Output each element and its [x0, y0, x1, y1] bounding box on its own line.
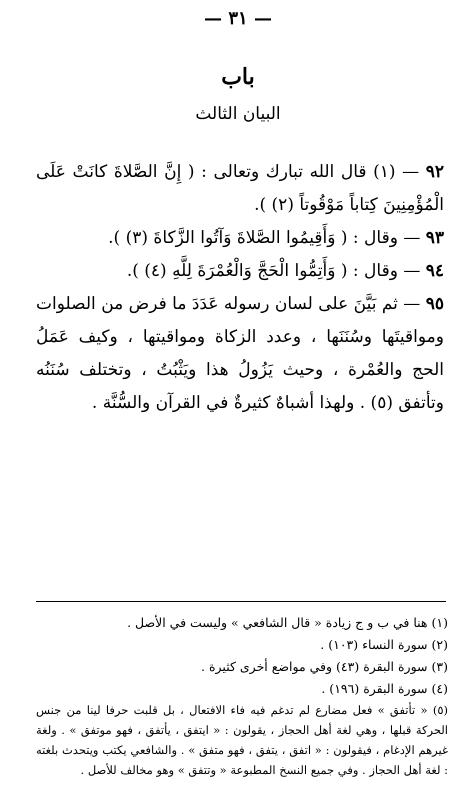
footnote-number: (١) [431, 615, 448, 630]
footnote-text: هنا في ب و ج زيادة « قال الشافعي » وليست في الأصل . [127, 615, 428, 630]
chapter-subtitle: البيان الثالث [195, 104, 281, 124]
paragraph-95 [36, 288, 444, 420]
paragraph-93 [36, 222, 444, 255]
footnote-text: سورة النساء (١٠٣) . [320, 637, 428, 652]
footnote-3 [36, 656, 448, 678]
footnote-number: (٥) [432, 703, 448, 717]
footnote-4 [36, 678, 448, 700]
paragraph-94 [36, 255, 444, 288]
main-text [36, 156, 444, 420]
footnote-text: سورة البقرة (٤٣) وفي مواضع أخرى كثيرة . [201, 659, 428, 674]
footnote-5 [36, 700, 448, 780]
paragraph-number: ٩٥ [425, 294, 444, 314]
footnote-number: (٢) [431, 637, 448, 652]
footnote-text: « تأتفق » فعل مضارع لم تدغم فيه فاء الافتعال ، بل قلبت حرفا لينا من جنس الحركة قبلها ، وهي لغة أهل الحجاز ، يقولون : « ايتفق ، يأتفق ، فهو موتفق » . ولغة غيرهم الإدغام ، فيقولون : « اتفق ، يتفق ، فهو متفق » . والشافعي يكتب ويتحدث بلغته : لغة أهل الحجاز . وفي جميع النسخ المطبوعة « وتتفق » وهو مخالف للأصل . [36, 703, 448, 777]
footnote-2 [36, 634, 448, 656]
footnote-1 [36, 612, 448, 634]
paragraph-number: ٩٤ [425, 261, 444, 281]
paragraph-number: ٩٣ [425, 228, 444, 248]
page-number: — ٣١ — [204, 8, 272, 29]
chapter-title: باب [221, 64, 255, 90]
paragraph-92 [36, 156, 444, 222]
paragraph-text: — ثم بَيَّنَ على لسان رسوله عَدَدَ ما فرض من الصلوات ومواقيتَها وسُنَنَها ، وعدد الزكاة ومواقيتها ، وكيف عَمَلُ الحج والعُمْرة ، وحيث يَزُولُ هذا ويَثْبُتُ ، وتختلف سُنَنُه وتأتفق (٥) . ولهذا أشباهٌ كثيرةٌ في القرآن والسُّنَّة . [36, 294, 444, 413]
footnote-divider [36, 601, 446, 602]
footnote-number: (٣) [431, 659, 448, 674]
footnotes [36, 612, 448, 780]
paragraph-number: ٩٢ [425, 162, 444, 182]
paragraph-text: — (١) قال الله تبارك وتعالى : ( إِنَّ الصَّلاةَ كانَتْ عَلَى الْمُؤْمِنِينَ كِتاباً مَوْقُوتاً (٢) ). [36, 162, 444, 215]
footnote-text: سورة البقرة (١٩٦) . [321, 681, 428, 696]
footnote-number: (٤) [431, 681, 448, 696]
paragraph-text: — وقال : ( وَأَقِيمُوا الصَّلاةَ وَآتُوا الزَّكاةَ (٣) ). [108, 228, 421, 248]
paragraph-text: — وقال : ( وَأَتِمُّوا الْحَجَّ وَالْعُمْرَةَ لِلَّهِ (٤) ). [126, 261, 421, 281]
